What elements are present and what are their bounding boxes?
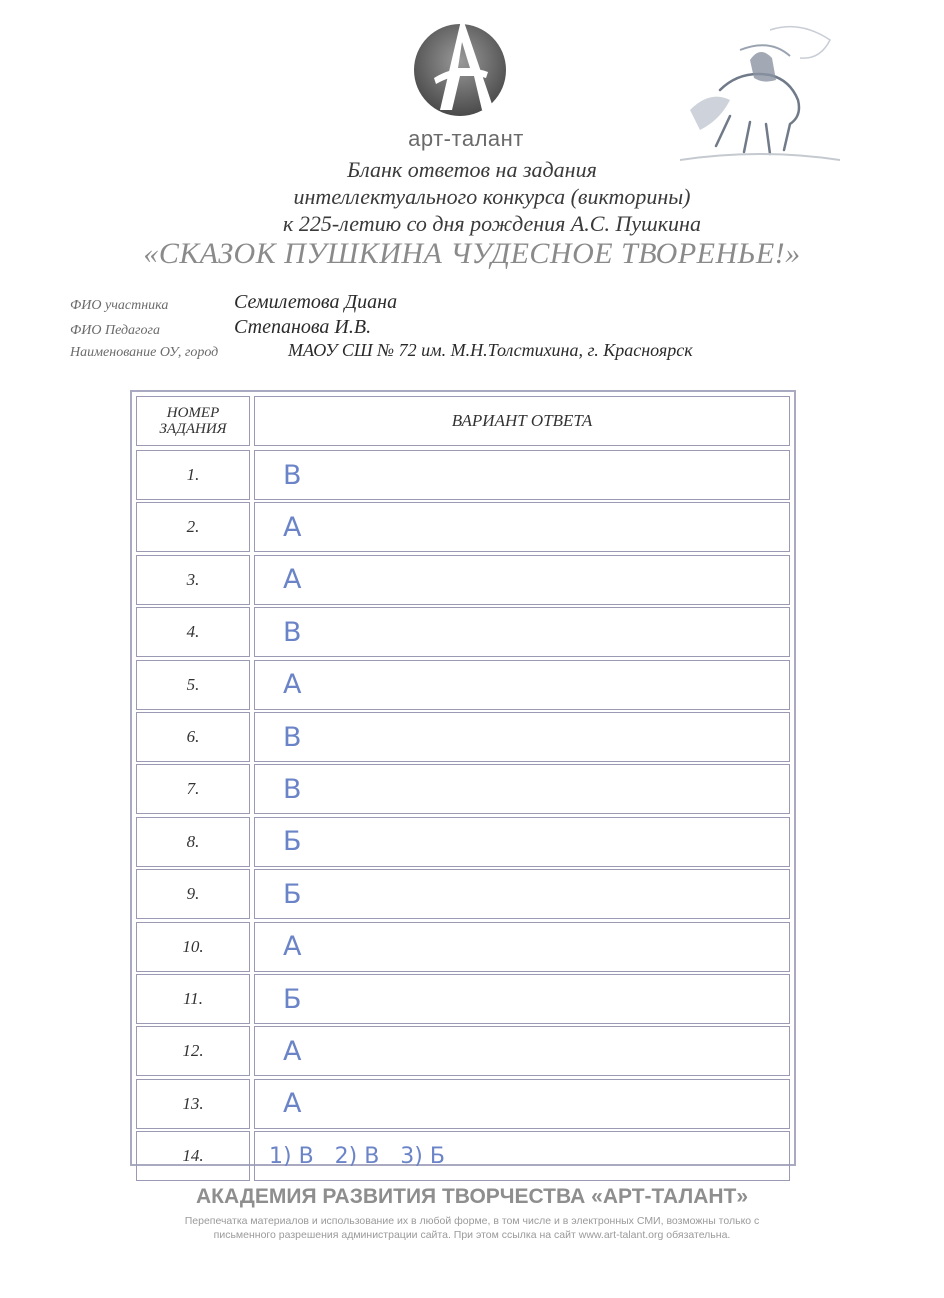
task-number-cell: 9. (136, 869, 250, 919)
answer-cell: 1) В 2) В 3) Б (254, 1131, 790, 1181)
footer-disclaimer-line1: Перепечатка материалов и использование их в любой форме, в том числе и в электронных СМИ, возможны только с (184, 1215, 760, 1227)
footer-disclaimer-line2: письменного разрешения администрации сайта. При этом ссылка на сайт www.art-talant.org обязательна. (213, 1229, 731, 1241)
answer-cell: А (254, 1079, 790, 1129)
table-row (136, 817, 790, 867)
answer-cell: Б (254, 817, 790, 867)
participant-name-value: Семилетова Диана (234, 291, 398, 313)
brand-name: арт-талант (408, 126, 524, 151)
task-number-cell: 1. (136, 450, 250, 500)
column-header-answer: ВАРИАНТ ОТВЕТА (254, 396, 790, 446)
answer-cell: В (254, 607, 790, 657)
participant-name-label: ФИО участника (70, 298, 169, 313)
table-row (136, 869, 790, 919)
school-value: МАОУ СШ № 72 им. М.Н.Толстихина, г. Красноярск (288, 340, 693, 360)
form-occasion: к 225-летию со дня рождения А.С. Пушкина (283, 211, 701, 236)
task-number-cell: 14. (136, 1131, 250, 1181)
answer-table (130, 390, 796, 1169)
table-row (136, 974, 790, 1024)
answer-cell: В (254, 450, 790, 500)
answer-cell: В (254, 764, 790, 814)
task-number-cell: 7. (136, 764, 250, 814)
footer-title: АКАДЕМИЯ РАЗВИТИЯ ТВОРЧЕСТВА «АРТ-ТАЛАНТ» (195, 1185, 749, 1208)
form-subtitle: интеллектуального конкурса (викторины) (293, 184, 691, 209)
table-row (136, 712, 790, 762)
task-number-cell: 4. (136, 607, 250, 657)
table-row (136, 764, 790, 814)
answer-cell: А (254, 555, 790, 605)
teacher-name-value: Степанова И.В. (234, 316, 372, 338)
column-header-task-number-line1: НОМЕР (166, 405, 220, 421)
task-number-cell: 13. (136, 1079, 250, 1129)
form-title: Бланк ответов на задания (347, 157, 597, 182)
task-number-cell: 3. (136, 555, 250, 605)
table-row (136, 922, 790, 972)
table-row (136, 1079, 790, 1129)
task-number-cell: 10. (136, 922, 250, 972)
task-number-cell: 12. (136, 1026, 250, 1076)
horse-rider-illustration-icon (680, 20, 840, 170)
table-row (136, 502, 790, 552)
answer-cell: Б (254, 974, 790, 1024)
answer-cell: Б (254, 869, 790, 919)
table-row (136, 1026, 790, 1076)
task-number-cell: 11. (136, 974, 250, 1024)
column-header-task-number (136, 396, 250, 446)
task-number-cell: 8. (136, 817, 250, 867)
table-header-row (136, 396, 790, 446)
answer-cell: В (254, 712, 790, 762)
table-row (136, 450, 790, 500)
teacher-name-label: ФИО Педагога (70, 323, 160, 338)
column-header-task-number-line2: ЗАДАНИЯ (159, 421, 227, 437)
answer-cell: А (254, 502, 790, 552)
table-row (136, 660, 790, 710)
answer-cell: А (254, 660, 790, 710)
answer-cell: А (254, 1026, 790, 1076)
task-number-cell: 6. (136, 712, 250, 762)
school-label: Наименование ОУ, город (70, 345, 219, 360)
contest-title: «СКАЗОК ПУШКИНА ЧУДЕСНОЕ ТВОРЕНЬЕ!» (143, 237, 801, 270)
answer-cell: А (254, 922, 790, 972)
task-number-cell: 5. (136, 660, 250, 710)
task-number-cell: 2. (136, 502, 250, 552)
footer-disclaimer (80, 1214, 864, 1242)
table-row (136, 555, 790, 605)
table-row (136, 607, 790, 657)
table-row (136, 1131, 790, 1181)
art-talant-logo-icon (410, 12, 510, 122)
